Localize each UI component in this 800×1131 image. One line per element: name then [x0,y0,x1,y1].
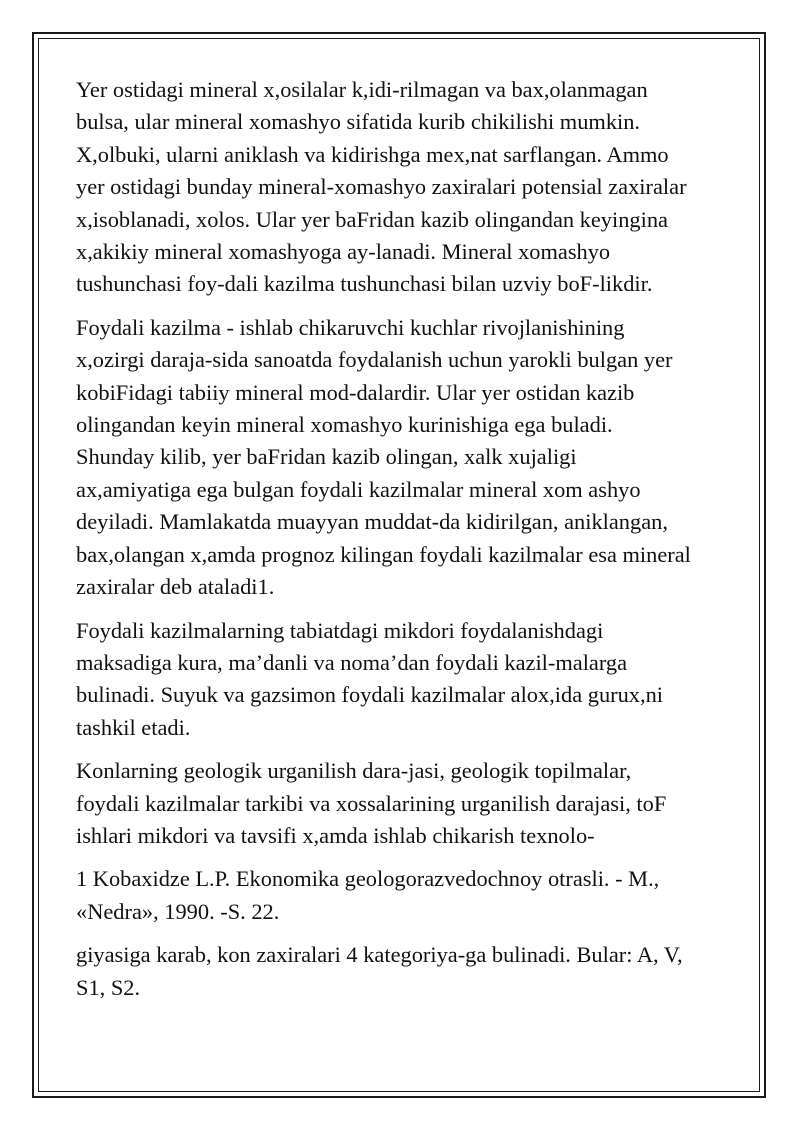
paragraph-3 [76,615,756,745]
text-line: bulsa, ular mineral xomashyo sifatida kurib chikilishi mumkin. [76,109,641,135]
footnote [76,863,756,928]
text-line: x,isoblanadi, xolos. Ular yer baFridan kazib olingandan keyingina [76,206,668,232]
text-line: x,ozirgi daraja-sida sanoatda foydalanish uchun yarokli bulgan yer [76,347,673,373]
text-line: Shunday kilib, yer baFridan kazib olingan, xalk xujaligi [76,444,577,470]
text-line: X,olbuki, ularni aniklash va kidirishga mex,nat sarflangan. Ammo [76,141,669,167]
document-body [76,74,756,1015]
text-line: bax,olangan x,amda prognoz kilingan foydali kazilmalar esa mineral [76,541,691,567]
text-line: x,akikiy mineral xomashyoga ay-lanadi. Mineral xomashyo [76,239,611,265]
text-line: ishlari mikdori va tavsifi x,amda ishlab chikarish texnolo- [76,822,595,848]
text-line: Foydali kazilmalarning tabiatdagi mikdori foydalanishdagi [76,617,604,643]
text-line: deyiladi. Mamlakatda muayyan muddat-da kidirilgan, aniklangan, [76,509,668,535]
text-line: S1, S2. [76,974,141,1000]
text-line: 1 Kobaxidze L.P. Ekonomika geologorazvedochnoy otrasli. - M., [76,866,660,892]
text-line: yer ostidagi bunday mineral-xomashyo zaxiralari potensial zaxiralar [76,174,687,200]
text-line: maksadiga kura, ma’danli va noma’dan foydali kazil-malarga [76,649,628,675]
text-line: «Nedra», 1990. -S. 22. [76,898,280,924]
text-line: tushunchasi foy-dali kazilma tushunchasi bilan uzviy boF-likdir. [76,271,653,297]
text-line: zaxiralar deb ataladi1. [76,574,275,600]
text-line: giyasiga karab, kon zaxiralari 4 kategoriya-ga bulinadi. Bular: A, V, [76,942,683,968]
text-line: olingandan keyin mineral xomashyo kurinishiga ega buladi. [76,412,613,438]
text-line: tashkil etadi. [76,714,191,740]
paragraph-2 [76,312,756,604]
text-line: Yer ostidagi mineral x,osilalar k,idi-rilmagan va bax,olanmagan [76,77,648,102]
text-line: Konlarning geologik urganilish dara-jasi, geologik topilmalar, [76,758,632,784]
text-line: bulinadi. Suyuk va gazsimon foydali kazilmalar alox,ida gurux,ni [76,682,663,708]
paragraph-5 [76,939,756,1004]
text-line: Foydali kazilma - ishlab chikaruvchi kuchlar rivojlanishining [76,314,625,340]
text-line: foydali kazilmalar tarkibi va xossalarining urganilish darajasi, toF [76,790,667,816]
paragraph-4 [76,755,756,852]
text-line: ax,amiyatiga ega bulgan foydali kazilmalar mineral xom ashyo [76,476,641,502]
paragraph-1 [76,74,756,301]
text-line: kobiFidagi tabiiy mineral mod-dalardir. Ular yer ostidan kazib [76,379,635,405]
